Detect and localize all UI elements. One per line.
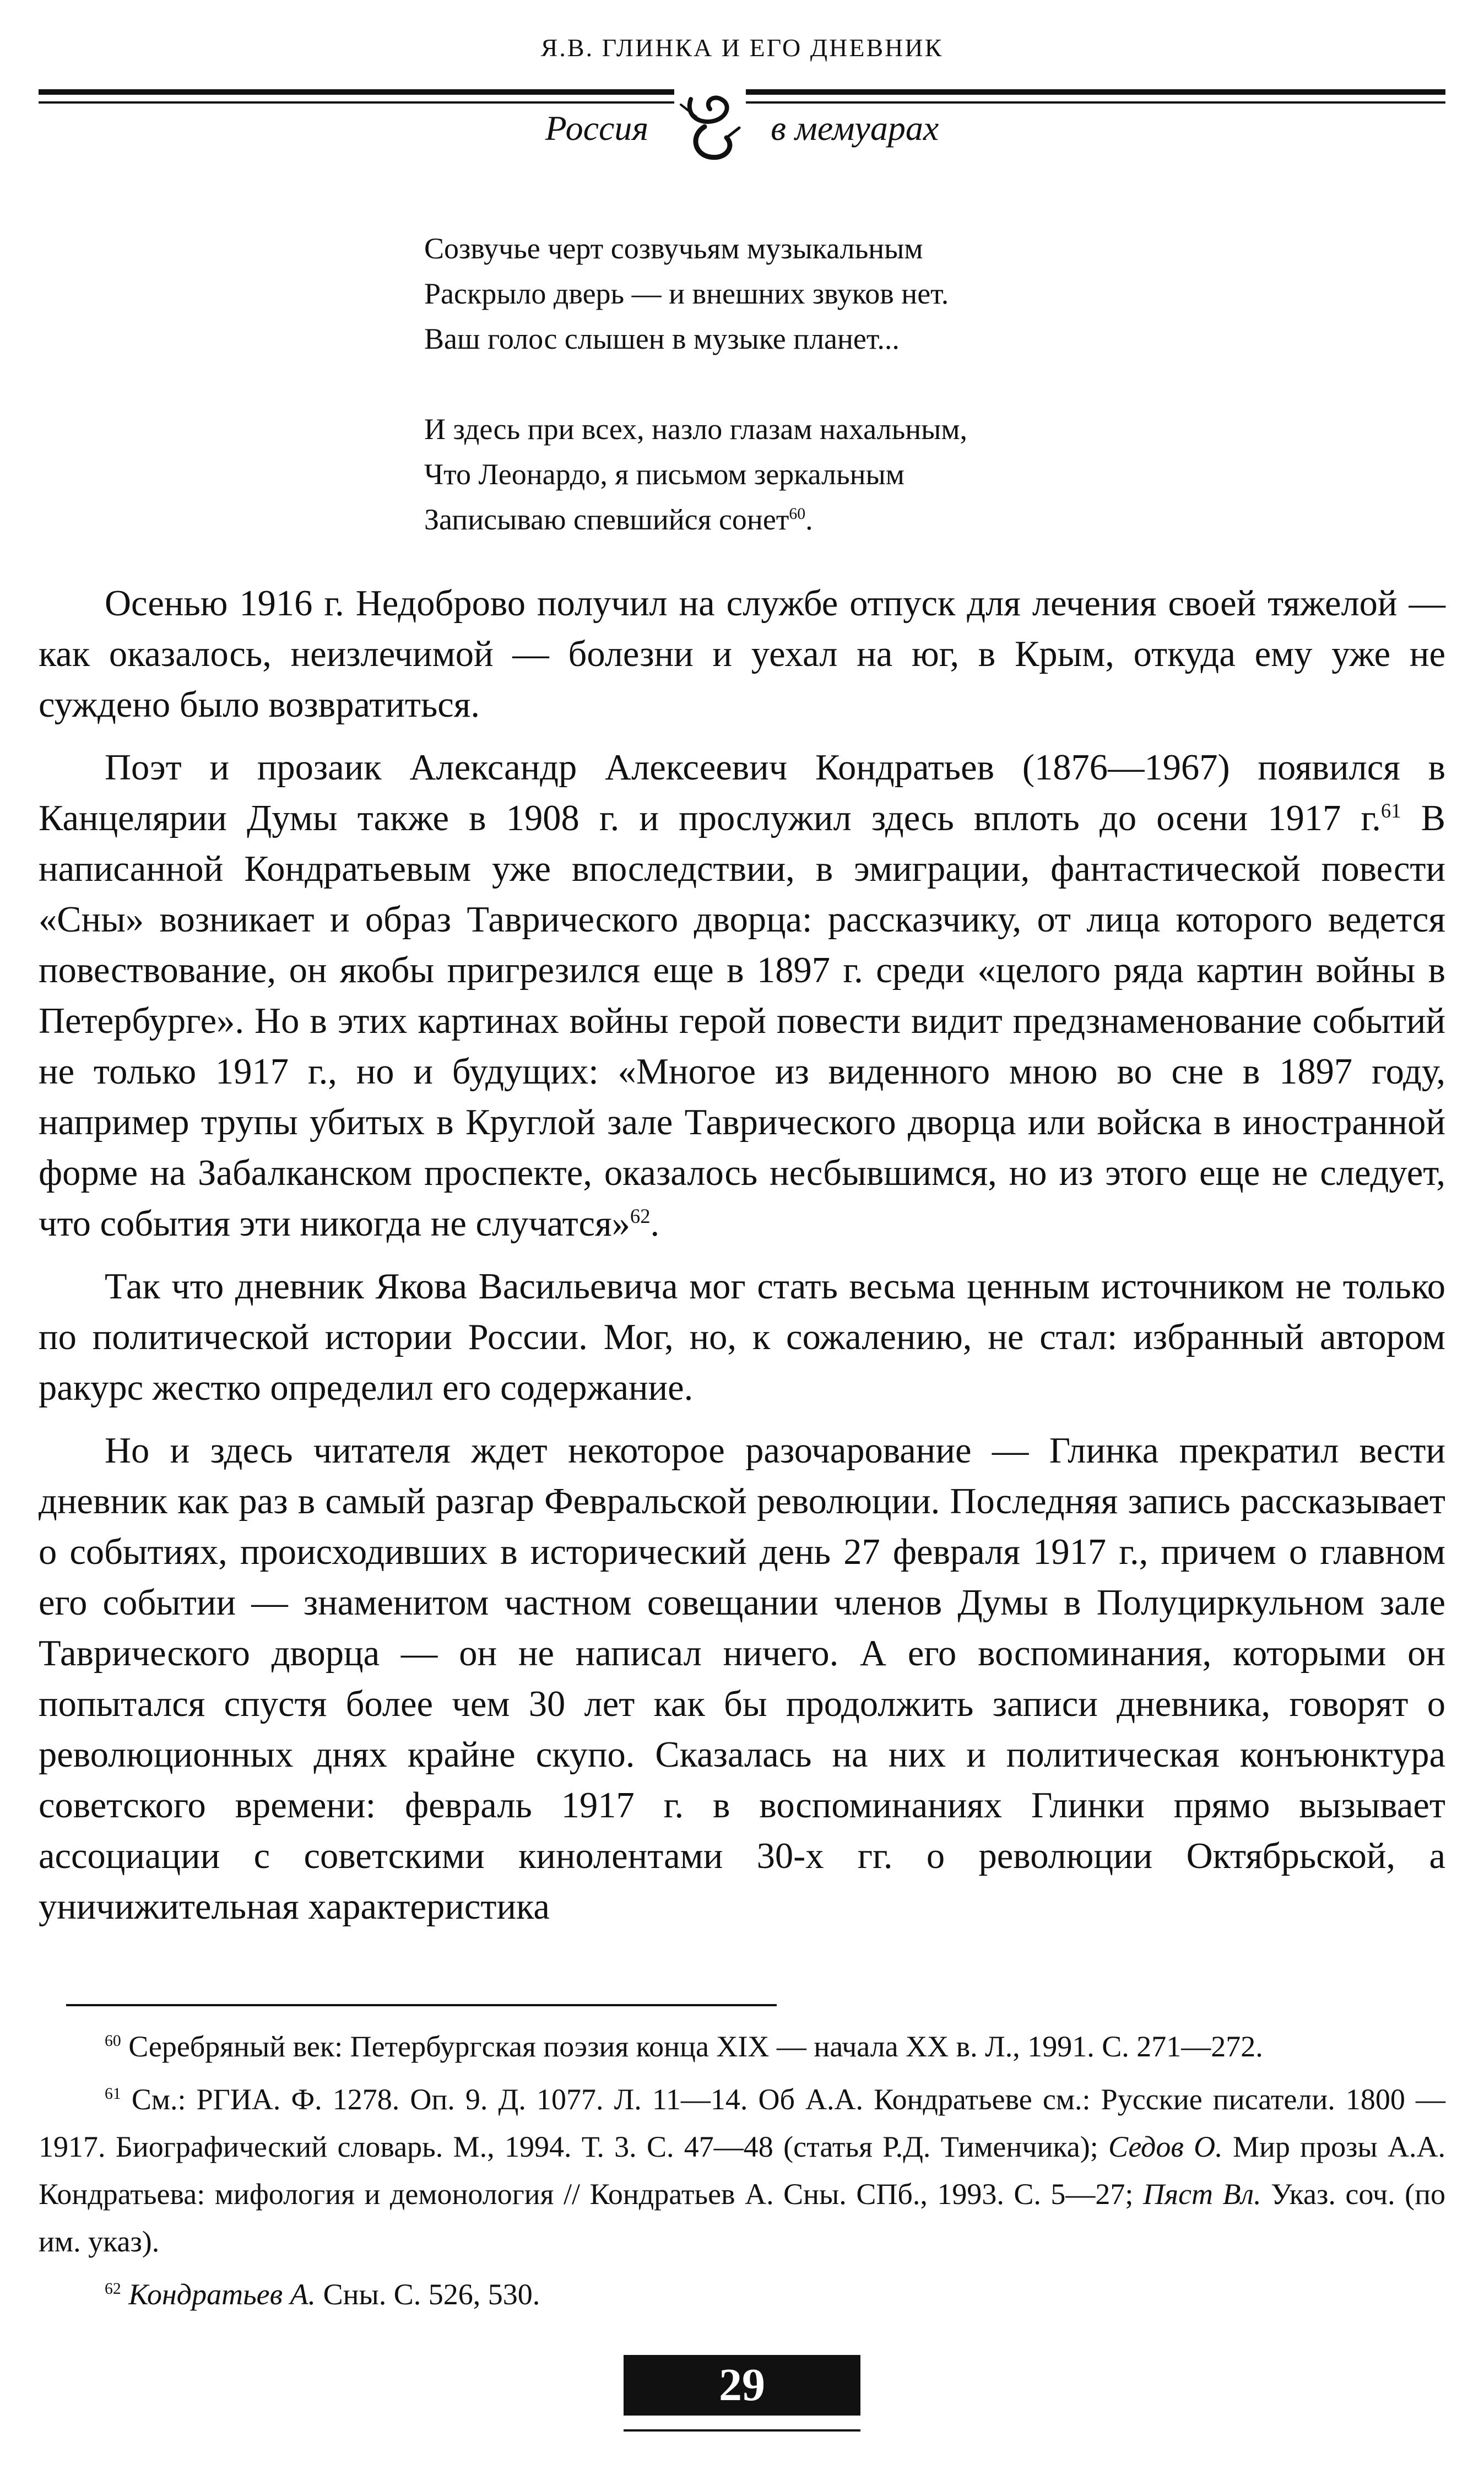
paragraph: Поэт и прозаик Александр Алексеевич Кондратьев (1876—1967) появился в Канцелярии Думы также в 1908 г. и прослужил здесь вплоть до осени 1917 г.$^{61}$ В написанной Кондратьевым уже впоследствии, в эмиграции, фантастической повести «Сны» возникает и образ Таврического дворца: рассказчику, от лица которого ведется повествование, он якобы пригрезился еще в 1897 г. среди «целого ряда картин войны в Петербурге». Но в этих картинах войны герой повести видит предзнаменование событий не только 1917 г., но и будущих: «Многое из виденного мною во сне в 1897 году, например трупы убитых в Круглой зале Таврического дворца или войска в иностранной форме на Забалканском проспекте, оказалось несбывшимся, но из этого еще не следует, что события эти никогда не случатся»$^{62}$. xyxy=(39,748,1445,1244)
poem-stanza xyxy=(424,226,967,361)
body-text xyxy=(39,578,1445,1945)
poem-line: Раскрыло дверь — и внешних звуков нет. xyxy=(424,277,949,310)
paragraph: Так что дневник Якова Васильевича мог стать весьма ценным источником не только по политической истории России. Мог, но, к сожалению, не стал: избранный автором ракурс жестко определил его содержание. xyxy=(39,1266,1445,1408)
footnote-62: $^{62}$ Кондратьев А. Сны. С. 526, 530. xyxy=(105,2278,540,2311)
footnotes xyxy=(39,2023,1445,2324)
footnote-60: $^{60}$ Серебряный век: Петербургская поэзия конца XIX — начала XX в. Л., 1991. С. 271—272. xyxy=(105,2030,1263,2063)
footnote-rule xyxy=(66,2004,777,2006)
paragraph: Осенью 1916 г. Недоброво получил на службе отпуск для лечения своей тяжелой — как оказалось, неизлечимой — болезни и уехал на юг, в Крым, откуда ему уже не суждено было возвратиться. xyxy=(39,583,1445,725)
poem-line: Созвучье черт созвучьям музыкальным xyxy=(424,232,923,265)
footnote-ref[interactable]: 62 xyxy=(630,1204,651,1227)
series-title xyxy=(0,108,1484,149)
poem-line: Ваш голос слышен в музыке планет... xyxy=(424,322,900,355)
page-number: 29 xyxy=(624,2355,860,2416)
footnote-ref[interactable]: 60 xyxy=(789,505,806,523)
poem-epigraph xyxy=(424,226,967,587)
poem-line: И здесь при всех, назло глазам нахальным, xyxy=(424,413,968,446)
page-number-rule xyxy=(624,2429,860,2432)
footnote-number: 60 xyxy=(105,2032,121,2050)
series-title-left: Россия xyxy=(545,109,649,148)
footnote-number: 61 xyxy=(105,2085,121,2103)
footnote-61: $^{61}$ См.: РГИА. Ф. 1278. Оп. 9. Д. 1077. Л. 11—14. Об А.А. Кондратьеве см.: Русские писатели. 1800 — 1917. Биографический словарь. М., 1994. Т. 3. С. 47—48 (статья Р.Д. Тименчика); Седов О. Мир прозы А.А. Кондратьева: мифология и демонология // Кондратьев А. Сны. СПб., 1993. С. 5—27; Пяст Вл. Указ. соч. (по им. указ). xyxy=(39,2083,1446,2258)
paragraph: Но и здесь читателя ждет некоторое разочарование — Глинка прекратил вести дневник как раз в самый разгар Февральской революции. Последняя запись рассказывает о событиях, происходивших в исторический день 27 февраля 1917 г., причем о главном его событии — знаменитом частном совещании членов Думы в Полуциркульном зале Таврического дворца — он не написал ничего. А его воспоминания, которыми он попытался спустя более чем 30 лет как бы продолжить записи дневника, говорят о революционных днях крайне скупо. Сказалась на них и политическая конъюнктура советского времени: февраль 1917 г. в воспоминаниях Глинки прямо вызывает ассоциации с советскими кинолентами 30-х гг. о революции Октябрьской, а уничижительная характеристика xyxy=(39,1431,1445,1927)
poem-stanza xyxy=(424,407,967,542)
footnote-ref[interactable]: 61 xyxy=(1380,799,1401,822)
footnote-number: 62 xyxy=(105,2280,121,2298)
poem-line: Записываю спевшийся сонет$^{60}$. xyxy=(424,503,813,536)
running-head: Я.В. ГЛИНКА И ЕГО ДНЕВНИК xyxy=(540,34,944,62)
series-title-right: в мемуарах xyxy=(771,109,939,148)
poem-line: Что Леонардо, я письмом зеркальным xyxy=(424,458,905,491)
